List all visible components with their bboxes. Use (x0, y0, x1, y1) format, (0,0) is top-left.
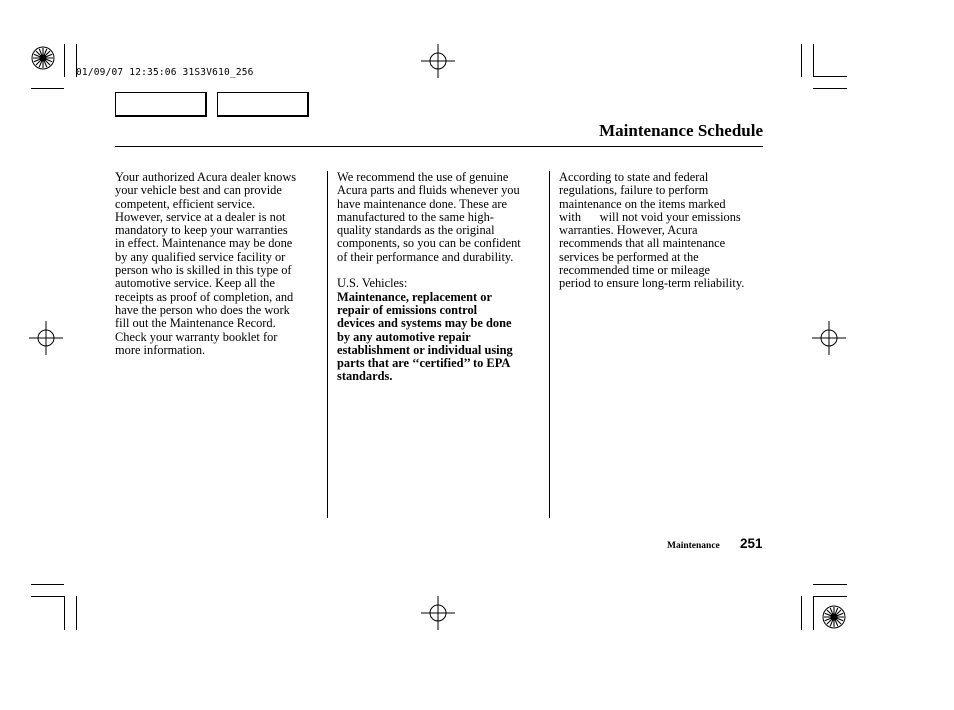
nav-box-table-of-contents[interactable] (217, 92, 309, 117)
crop-mark (813, 584, 847, 585)
crosshair-mark-icon (420, 43, 456, 79)
text-column-3 (559, 171, 769, 291)
nav-box-main-menu[interactable] (115, 92, 207, 117)
page-title: Maintenance Schedule (599, 121, 763, 140)
crop-mark (76, 596, 77, 630)
crop-mark (813, 596, 847, 597)
crosshair-mark-icon (28, 320, 64, 356)
crop-mark (813, 44, 814, 77)
body-paragraph: According to state and federal regulations, failure to perform maintenance on the items marked with will not void your emissions warranties. However, Acura recommends that all maintenance services be performed at the recommended time or mileage period to ensure long-term reliability. (559, 170, 745, 291)
subheading: U.S. Vehicles: (337, 276, 408, 291)
crop-mark (31, 596, 64, 597)
footer-section-label: Maintenance (667, 541, 720, 551)
print-stamp: 01/09/07 12:35:06 31S3V610_256 (76, 67, 254, 78)
crop-mark (813, 596, 814, 630)
body-paragraph: Your authorized Acura dealer knows your vehicle best and can provide competent, efficient service. However, service at a dealer is not mandatory to keep your warranties in effect. Maintenance may be done by any qualified service facility or person who is skilled in this type of automotive service. Keep all the receipts as proof of completion, and have the person who does the work fill out the Maintenance Record. Check your warranty booklet for more information. (115, 170, 297, 357)
page-number: 251 (740, 536, 763, 551)
text-column-1 (115, 171, 323, 357)
column-divider (327, 171, 328, 518)
header-rule (115, 146, 763, 147)
crosshair-mark-icon (811, 320, 847, 356)
crop-mark (64, 596, 65, 630)
crop-mark (31, 584, 64, 585)
crosshair-mark-icon (420, 595, 456, 631)
crop-mark (31, 88, 64, 89)
registration-target-icon (822, 605, 846, 629)
body-paragraph: We recommend the use of genuine Acura parts and fluids whenever you have maintenance done. These are manufactured to the same high- quality standards as the original components, so you can be confident of their performance and durability. (337, 170, 521, 264)
registration-target-icon (31, 46, 55, 70)
column-divider (549, 171, 550, 518)
crop-mark (64, 44, 65, 77)
crop-mark (813, 88, 847, 89)
crop-mark (801, 596, 802, 630)
crop-mark (801, 44, 802, 77)
emissions-notice: Maintenance, replacement or repair of emissions control devices and systems may be done by any automotive repair establishment or individual using parts that are ‘‘certified’’ to EPA standards. (337, 289, 513, 384)
text-column-2 (337, 171, 545, 384)
crop-mark (813, 76, 847, 77)
